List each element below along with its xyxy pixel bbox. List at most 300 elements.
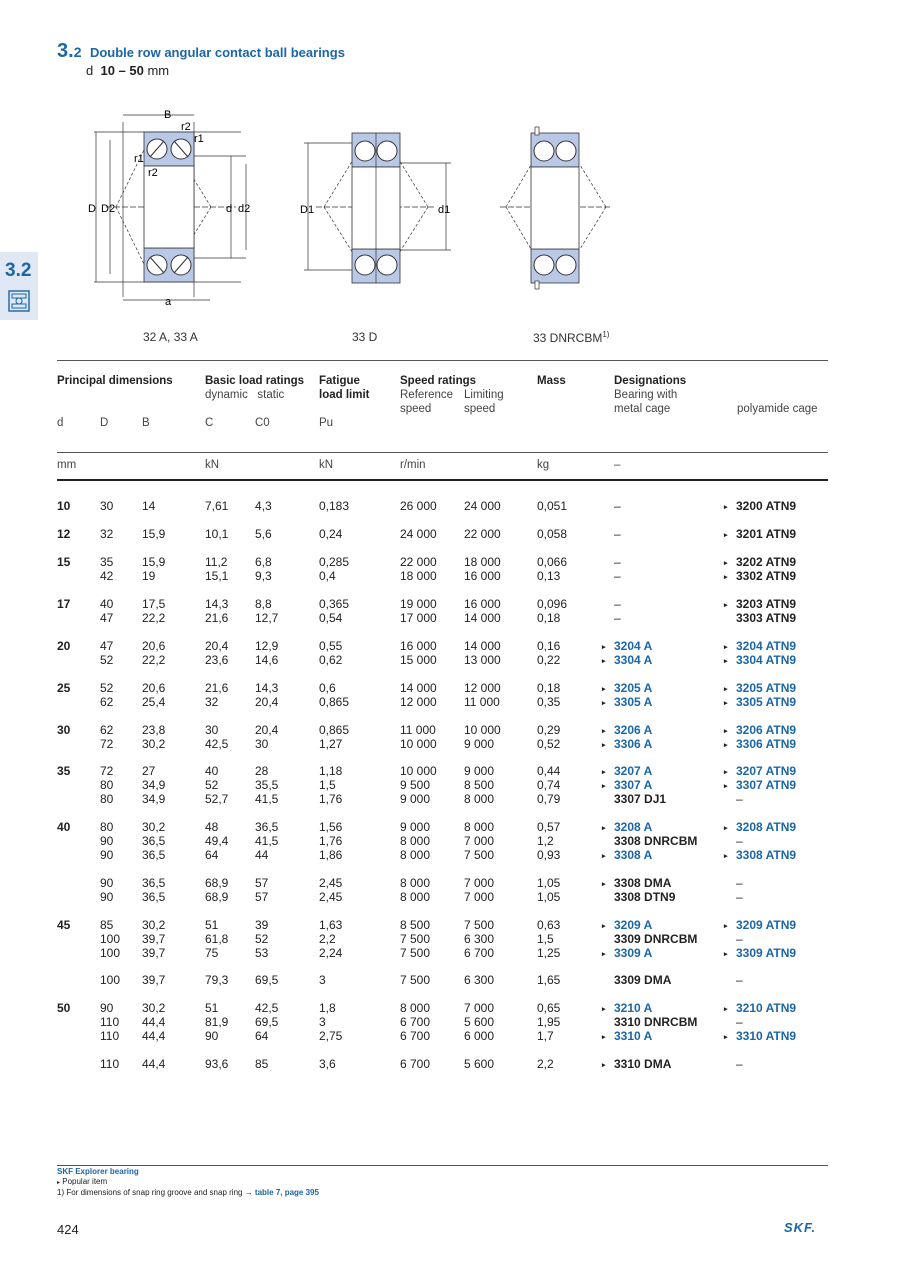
- cell-lim: 7 000: [464, 876, 495, 890]
- label-r1-left: r1: [134, 153, 144, 165]
- section-subtitle: d 10 – 50 mm: [86, 63, 170, 78]
- cell-mass: 0,13: [537, 569, 561, 583]
- cell-D: 110: [100, 1015, 120, 1029]
- cell-mass: 0,35: [537, 695, 561, 709]
- cell-lim: 22 000: [464, 527, 501, 541]
- designation-text: 3305 ATN9: [736, 695, 797, 709]
- designation-metal-cage[interactable]: [602, 848, 652, 864]
- popular-marker-icon: ▸: [602, 825, 606, 832]
- cell-C0: 42,5: [255, 1001, 279, 1015]
- cell-lim: 13 000: [464, 653, 501, 667]
- designation-text: 3310 DMA: [614, 1057, 672, 1071]
- header-principal: Principal dimensions: [57, 375, 173, 387]
- label-d: d: [226, 203, 233, 215]
- cell-Pu: 1,18: [319, 764, 343, 778]
- cell-B: 27: [142, 764, 156, 778]
- header-designations: Designations: [614, 375, 687, 387]
- cell-d: 12: [57, 527, 71, 541]
- designation-metal-cage: [602, 555, 621, 569]
- designation-metal-cage: [602, 569, 621, 583]
- cell-mass: 1,65: [537, 973, 561, 987]
- cell-mass: 0,57: [537, 820, 561, 834]
- cell-d: 40: [57, 820, 71, 834]
- cell-B: 17,5: [142, 597, 166, 611]
- cell-Pu: 3,6: [319, 1057, 336, 1071]
- unit-kN-fatigue: kN: [319, 459, 334, 471]
- cell-C0: 6,8: [255, 555, 272, 569]
- designation-text: 3309 DNRCBM: [614, 932, 698, 946]
- popular-marker-icon: ▸: [602, 881, 606, 888]
- cell-mass: 0,18: [537, 681, 561, 695]
- cell-B: 30,2: [142, 737, 166, 751]
- cell-lim: 5 600: [464, 1015, 495, 1029]
- cell-mass: 0,058: [537, 527, 568, 541]
- designation-polyamide-cage[interactable]: [724, 695, 796, 711]
- cell-mass: 0,74: [537, 778, 561, 792]
- designation-metal-cage: [602, 1015, 697, 1029]
- designation-polyamide-cage[interactable]: [724, 946, 796, 962]
- unit-designation-dash: –: [614, 459, 621, 471]
- cell-C0: 52: [255, 932, 269, 946]
- cell-C0: 69,5: [255, 1015, 279, 1029]
- cell-B: 39,7: [142, 946, 166, 960]
- designation-text: –: [614, 499, 621, 513]
- cell-C: 81,9: [205, 1015, 229, 1029]
- designation-metal-cage: [602, 932, 697, 946]
- section-heading: [57, 40, 345, 63]
- cell-B: 39,7: [142, 932, 166, 946]
- cell-Pu: 2,24: [319, 946, 343, 960]
- popular-marker-icon: ▸: [724, 783, 728, 790]
- cell-C: 21,6: [205, 681, 229, 695]
- table-top-rule: [57, 360, 828, 361]
- symbol-Pu: Pu: [319, 417, 334, 429]
- skf-logo: SKF.: [784, 1220, 817, 1235]
- designation-metal-cage: [602, 1057, 671, 1073]
- cell-ref: 8 000: [400, 1001, 431, 1015]
- bearing-icon: [7, 289, 31, 313]
- cell-B: 34,9: [142, 792, 166, 806]
- cell-Pu: 0,4: [319, 569, 336, 583]
- header-polyamide-cage: polyamide cage: [737, 403, 818, 415]
- designation-text: 3207 A: [614, 764, 653, 778]
- cell-Pu: 1,8: [319, 1001, 336, 1015]
- designation-text: 3205 A: [614, 681, 653, 695]
- cell-B: 30,2: [142, 1001, 166, 1015]
- cell-mass: 0,051: [537, 499, 568, 513]
- cell-C: 64: [205, 848, 219, 862]
- cell-mass: 0,65: [537, 1001, 561, 1015]
- cell-mass: 1,2: [537, 834, 554, 848]
- cell-d: 35: [57, 764, 71, 778]
- cell-mass: 0,52: [537, 737, 561, 751]
- designation-polyamide-cage: [724, 527, 796, 543]
- designation-text: 3304 ATN9: [736, 653, 797, 667]
- header-reference: Reference: [400, 389, 454, 401]
- popular-marker-icon: ▸: [724, 574, 728, 581]
- designation-text: 3309 ATN9: [736, 946, 797, 960]
- cell-Pu: 0,865: [319, 723, 350, 737]
- label-r2-top: r2: [181, 121, 191, 133]
- cell-C: 61,8: [205, 932, 229, 946]
- designation-text: 3210 A: [614, 1001, 653, 1015]
- designation-text: 3310 DNRCBM: [614, 1015, 698, 1029]
- designation-polyamide-cage[interactable]: [724, 848, 796, 864]
- cell-D: 52: [100, 681, 114, 695]
- cell-Pu: 2,75: [319, 1029, 343, 1043]
- designation-polyamide-cage: [724, 611, 796, 625]
- cell-lim: 7 000: [464, 834, 495, 848]
- cell-C: 75: [205, 946, 219, 960]
- designation-polyamide-cage: [724, 932, 743, 946]
- section-title: Double row angular contact ball bearings: [89, 45, 345, 60]
- caption-32a-33a: 32 A, 33 A: [143, 330, 198, 344]
- cell-C: 23,6: [205, 653, 229, 667]
- cell-ref: 8 000: [400, 848, 431, 862]
- cell-C0: 12,9: [255, 639, 279, 653]
- cell-ref: 8 000: [400, 876, 431, 890]
- label-r1-top: r1: [194, 133, 204, 145]
- cell-Pu: 0,285: [319, 555, 350, 569]
- cell-C: 52,7: [205, 792, 229, 806]
- cell-D: 80: [100, 820, 114, 834]
- cell-B: 30,2: [142, 918, 166, 932]
- cell-ref: 8 000: [400, 890, 431, 904]
- cell-d: 25: [57, 681, 71, 695]
- designation-text: –: [736, 890, 743, 904]
- label-D2: D2: [101, 203, 116, 215]
- cell-B: 36,5: [142, 848, 166, 862]
- popular-marker-icon: ▸: [724, 532, 728, 539]
- cell-C0: 64: [255, 1029, 269, 1043]
- popular-marker-icon: ▸: [724, 504, 728, 511]
- popular-marker-icon: ▸: [602, 783, 606, 790]
- cell-B: 36,5: [142, 834, 166, 848]
- footnote-1: 1) For dimensions of snap ring groove and snap ring → table 7, page 395: [57, 1188, 319, 1197]
- symbol-D: D: [100, 417, 109, 429]
- cell-mass: 0,44: [537, 764, 561, 778]
- designation-text: 3200 ATN9: [736, 499, 797, 513]
- cell-C0: 4,3: [255, 499, 272, 513]
- popular-marker-icon: ▸: [724, 742, 728, 749]
- popular-marker-icon: ▸: [724, 700, 728, 707]
- label-D1: D1: [300, 204, 315, 216]
- header-limiting2: speed: [464, 403, 496, 415]
- cell-ref: 24 000: [400, 527, 437, 541]
- designation-text: –: [736, 1015, 743, 1029]
- cell-C: 93,6: [205, 1057, 229, 1071]
- cell-ref: 26 000: [400, 499, 437, 513]
- table-header-rule: [57, 479, 828, 481]
- cell-lim: 6 300: [464, 932, 495, 946]
- cell-B: 15,9: [142, 555, 166, 569]
- cell-ref: 15 000: [400, 653, 437, 667]
- designation-metal-cage[interactable]: [602, 1029, 652, 1045]
- cell-Pu: 0,62: [319, 653, 343, 667]
- label-d1: d1: [438, 204, 451, 216]
- header-limiting: Limiting: [464, 389, 504, 401]
- popular-marker-icon: ▸: [724, 1006, 728, 1013]
- designation-polyamide-cage: [724, 499, 796, 515]
- cell-D: 90: [100, 834, 114, 848]
- popular-marker-icon: ▸: [602, 658, 606, 665]
- cell-lim: 9 000: [464, 737, 495, 751]
- cell-D: 110: [100, 1029, 120, 1043]
- popular-marker-icon: ▸: [724, 853, 728, 860]
- designation-polyamide-cage[interactable]: [724, 1029, 796, 1045]
- cell-C: 21,6: [205, 611, 229, 625]
- designation-text: 3204 A: [614, 639, 653, 653]
- designation-text: –: [736, 932, 743, 946]
- cell-B: 44,4: [142, 1029, 166, 1043]
- symbol-d: d: [57, 417, 64, 429]
- cell-lim: 7 500: [464, 918, 495, 932]
- cell-B: 14: [142, 499, 156, 513]
- designation-metal-cage: [602, 973, 671, 987]
- designation-polyamide-cage[interactable]: [724, 653, 796, 669]
- cell-C: 30: [205, 723, 219, 737]
- cell-D: 90: [100, 1001, 114, 1015]
- designation-text: 3306 ATN9: [736, 737, 797, 751]
- cell-D: 85: [100, 918, 114, 932]
- designation-polyamide-cage: [724, 1015, 743, 1029]
- cell-C: 49,4: [205, 834, 229, 848]
- popular-marker-icon: ▸: [602, 769, 606, 776]
- cell-lim: 24 000: [464, 499, 501, 513]
- cell-lim: 6 300: [464, 973, 495, 987]
- cell-Pu: 0,24: [319, 527, 343, 541]
- cell-ref: 8 000: [400, 834, 431, 848]
- designation-text: 3204 ATN9: [736, 639, 797, 653]
- designation-text: 3209 ATN9: [736, 918, 797, 932]
- popular-marker-icon: ▸: [724, 951, 728, 958]
- designation-text: –: [736, 792, 743, 806]
- cell-d: 10: [57, 499, 71, 513]
- chapter-tab-label: 3.2: [5, 260, 32, 281]
- cell-mass: 0,096: [537, 597, 568, 611]
- footnote-explorer: SKF Explorer bearing: [57, 1167, 139, 1176]
- popular-marker-icon: ▸: [602, 1006, 606, 1013]
- cell-D: 30: [100, 499, 114, 513]
- designation-text: 3302 ATN9: [736, 569, 797, 583]
- cell-ref: 7 500: [400, 932, 431, 946]
- cell-D: 35: [100, 555, 114, 569]
- designation-text: –: [614, 555, 621, 569]
- header-speed: Speed ratings: [400, 375, 477, 387]
- caption-33-dnrcbm: 33 DNRCBM$^{1)}$: [533, 330, 610, 345]
- cell-B: 15,9: [142, 527, 166, 541]
- cell-lim: 6 700: [464, 946, 495, 960]
- designation-text: –: [614, 569, 621, 583]
- cell-Pu: 1,76: [319, 792, 343, 806]
- header-reference2: speed: [400, 403, 432, 415]
- popular-marker-icon: ▸: [602, 853, 606, 860]
- designation-text: 3309 DMA: [614, 973, 672, 987]
- label-B: B: [164, 109, 172, 121]
- cell-Pu: 1,63: [319, 918, 343, 932]
- cell-ref: 8 500: [400, 918, 431, 932]
- cell-ref: 11 000: [400, 723, 436, 737]
- cell-D: 100: [100, 946, 121, 960]
- popular-marker-icon: ▸: [724, 658, 728, 665]
- popular-marker-icon: ▸: [724, 686, 728, 693]
- popular-marker-icon: ▸: [602, 951, 606, 958]
- designation-text: 3201 ATN9: [736, 527, 797, 541]
- popular-marker-icon: ▸: [724, 923, 728, 930]
- cell-lim: 7 500: [464, 848, 495, 862]
- designation-metal-cage: [602, 834, 697, 848]
- cell-C: 7,61: [205, 499, 229, 513]
- popular-marker-icon: ▸: [602, 686, 606, 693]
- cell-lim: 18 000: [464, 555, 501, 569]
- symbol-C0: C0: [255, 417, 270, 429]
- cell-D: 90: [100, 848, 114, 862]
- cell-Pu: 1,76: [319, 834, 343, 848]
- unit-rmin: r/min: [400, 459, 426, 471]
- designation-polyamide-cage[interactable]: [724, 737, 796, 753]
- cell-mass: 1,05: [537, 890, 561, 904]
- cell-C0: 36,5: [255, 820, 279, 834]
- cell-lim: 8 000: [464, 792, 495, 806]
- cell-ref: 9 000: [400, 820, 431, 834]
- cell-C: 14,3: [205, 597, 229, 611]
- designation-polyamide-cage: [724, 1057, 743, 1071]
- designation-text: 3308 DTN9: [614, 890, 676, 904]
- designation-text: 3306 A: [614, 737, 653, 751]
- designation-metal-cage[interactable]: [602, 946, 652, 962]
- cell-C: 52: [205, 778, 219, 792]
- designation-text: 3202 ATN9: [736, 555, 797, 569]
- cell-Pu: 1,5: [319, 778, 336, 792]
- designation-metal-cage[interactable]: [602, 695, 652, 711]
- cell-mass: 2,2: [537, 1057, 554, 1071]
- bearing-drawing-32a-33a: [86, 102, 256, 312]
- cell-Pu: 0,865: [319, 695, 350, 709]
- cell-B: 22,2: [142, 611, 166, 625]
- cell-ref: 6 700: [400, 1015, 431, 1029]
- cell-D: 80: [100, 792, 114, 806]
- popular-marker-icon: ▸: [724, 1034, 728, 1041]
- header-basic-sub: dynamic static: [205, 389, 285, 401]
- designation-metal-cage[interactable]: [602, 653, 652, 669]
- designation-text: –: [736, 1057, 743, 1071]
- designation-text: –: [736, 973, 743, 987]
- cell-C: 68,9: [205, 876, 229, 890]
- cell-C0: 14,3: [255, 681, 279, 695]
- section-number: 3.2: [57, 40, 82, 62]
- cell-B: 19: [142, 569, 156, 583]
- designation-text: 3304 A: [614, 653, 653, 667]
- cell-mass: 0,16: [537, 639, 561, 653]
- designation-text: 3203 ATN9: [736, 597, 797, 611]
- cell-lim: 16 000: [464, 597, 501, 611]
- cell-C0: 14,6: [255, 653, 279, 667]
- cell-C0: 5,6: [255, 527, 272, 541]
- designation-text: 3308 DNRCBM: [614, 834, 698, 848]
- cell-C0: 20,4: [255, 723, 279, 737]
- page-number: 424: [57, 1222, 79, 1237]
- footnotes: [57, 1167, 319, 1198]
- chapter-side-tab[interactable]: [0, 252, 38, 320]
- popular-marker-icon: ▸: [602, 742, 606, 749]
- cell-mass: 1,05: [537, 876, 561, 890]
- popular-marker-icon: ▸: [724, 769, 728, 776]
- cell-B: 44,4: [142, 1015, 166, 1029]
- cell-ref: 9 500: [400, 778, 431, 792]
- popular-marker-icon: ▸: [724, 644, 728, 651]
- bearing-drawing-33-dnrcbm: [500, 125, 615, 295]
- designation-text: 3308 DMA: [614, 876, 672, 890]
- cell-Pu: 3: [319, 973, 326, 987]
- cell-D: 32: [100, 527, 114, 541]
- header-metal-cage: metal cage: [614, 403, 671, 415]
- cell-mass: 0,93: [537, 848, 561, 862]
- cell-B: 30,2: [142, 820, 166, 834]
- designation-text: 3308 ATN9: [736, 848, 797, 862]
- header-bearing-with: Bearing with: [614, 389, 678, 401]
- cell-Pu: 0,55: [319, 639, 343, 653]
- designation-text: –: [614, 527, 621, 541]
- cell-mass: 0,22: [537, 653, 561, 667]
- cell-D: 90: [100, 890, 114, 904]
- unit-mm: mm: [57, 459, 77, 471]
- cell-C0: 53: [255, 946, 269, 960]
- cell-ref: 14 000: [400, 681, 437, 695]
- designation-text: 3208 A: [614, 820, 653, 834]
- cell-ref: 6 700: [400, 1029, 431, 1043]
- cell-ref: 19 000: [400, 597, 437, 611]
- cell-C: 10,1: [205, 527, 229, 541]
- cell-d: 30: [57, 723, 71, 737]
- popular-marker-icon: ▸: [724, 602, 728, 609]
- cell-ref: 16 000: [400, 639, 437, 653]
- designation-metal-cage[interactable]: [602, 737, 652, 753]
- designation-text: 3205 ATN9: [736, 681, 797, 695]
- designation-text: 3307 ATN9: [736, 778, 797, 792]
- caption-33d: 33 D: [352, 330, 378, 344]
- cell-mass: 0,63: [537, 918, 561, 932]
- label-d2: d2: [238, 203, 251, 215]
- popular-marker-icon: ▸: [602, 1034, 606, 1041]
- designation-text: 3305 A: [614, 695, 653, 709]
- popular-marker-icon: ▸: [602, 700, 606, 707]
- cell-lim: 7 000: [464, 1001, 495, 1015]
- label-r2-left: r2: [148, 167, 158, 179]
- cell-ref: 10 000: [400, 764, 437, 778]
- cell-d: 20: [57, 639, 71, 653]
- cell-D: 47: [100, 611, 114, 625]
- cell-D: 110: [100, 1057, 120, 1071]
- unit-kg: kg: [537, 459, 550, 471]
- cell-ref: 22 000: [400, 555, 437, 569]
- designation-text: 3207 ATN9: [736, 764, 797, 778]
- unit-kN-load: kN: [205, 459, 220, 471]
- cell-C: 68,9: [205, 890, 229, 904]
- cell-C0: 41,5: [255, 792, 279, 806]
- footnote-table-link[interactable]: table 7, page 395: [254, 1188, 319, 1197]
- header-fatigue2: load limit: [319, 389, 370, 401]
- cell-Pu: 0,54: [319, 611, 343, 625]
- cell-Pu: 0,365: [319, 597, 350, 611]
- cell-lim: 14 000: [464, 639, 501, 653]
- cell-mass: 1,95: [537, 1015, 561, 1029]
- cell-mass: 1,5: [537, 932, 554, 946]
- cell-C: 90: [205, 1029, 219, 1043]
- cell-d: 45: [57, 918, 71, 932]
- designation-polyamide-cage: [724, 792, 743, 806]
- symbol-B: B: [142, 417, 150, 429]
- label-D: D: [88, 203, 96, 215]
